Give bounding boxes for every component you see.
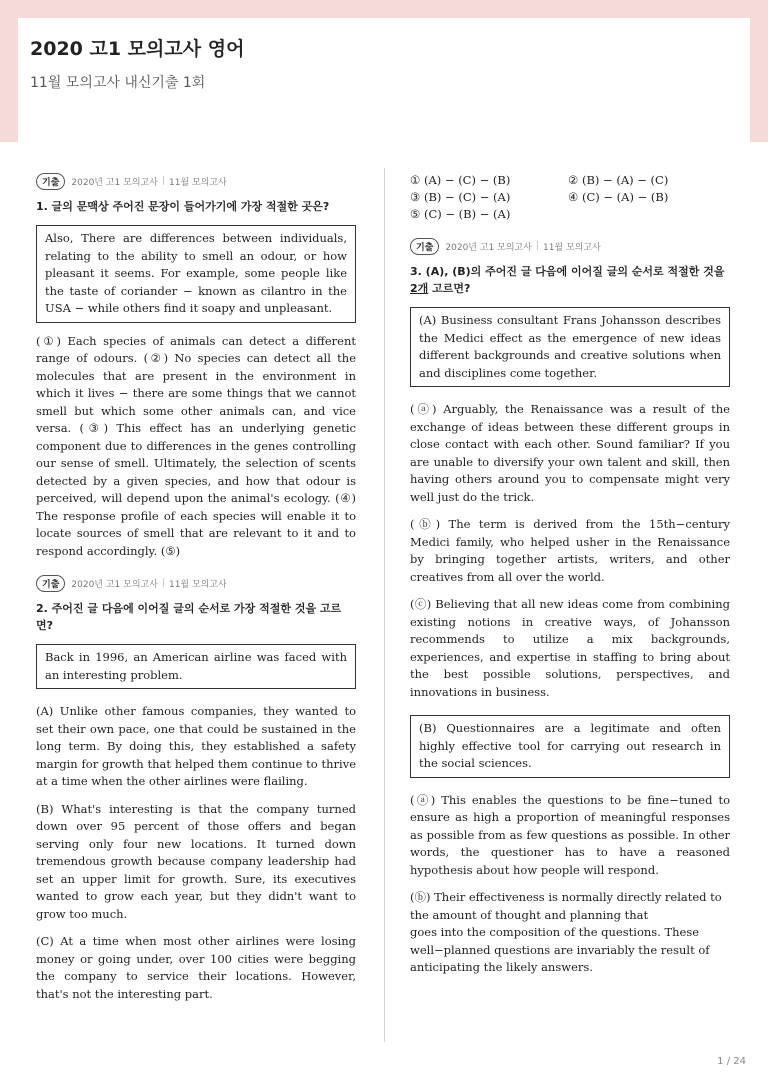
- q3-b-paragraph-b-line1: (ⓑ) Their effectiveness is normally directly related to the amount of thought and planning that: [410, 890, 722, 922]
- q3-source: 2020년 고1 모의고사: [445, 242, 532, 253]
- q3-exam: 11월 모의고사: [542, 242, 601, 253]
- q1-exam: 11월 모의고사: [168, 177, 227, 188]
- q2-paragraph-c: (C) At a time when most other airlines were losing money or going under, over 100 cities were begging the company to service their locations. However, that's not the interesting part.: [36, 934, 356, 1001]
- q3-b-paragraph-b: [410, 889, 730, 977]
- q3-source-line: [410, 237, 730, 255]
- q2-choice-1[interactable]: ① (A) − (C) − (B): [410, 173, 511, 187]
- q2-choice-2[interactable]: ② (B) − (A) − (C): [568, 173, 669, 187]
- q2-exam: 11월 모의고사: [168, 579, 227, 590]
- column-divider: [384, 168, 385, 1042]
- q1-title: 1. 글의 문맥상 주어진 문장이 들어가기에 가장 적절한 곳은?: [36, 200, 330, 213]
- q2-paragraph-b: (B) What's interesting is that the company turned down over 95 percent of those offers and began serving only four new locations. It turned down tremendous growth because company leadership had set an upper limit for growth. Sure, its executives wanted to grow each year, but they didn't want to grow too much.: [36, 801, 356, 921]
- q3-b-paragraph-b-line2: goes into the composition of the questions. These well−planned questions are invariably the result of anticipating the likely answers.: [410, 925, 710, 974]
- q2-source-line: [36, 574, 356, 592]
- q3-tag: 기출: [410, 238, 439, 255]
- page-number: 1 / 24: [717, 1056, 746, 1067]
- separator: |: [535, 241, 539, 251]
- q3-title-post: 고르면?: [428, 282, 471, 295]
- left-column: [36, 172, 356, 1013]
- q1-passage: (①) Each species of animals can detect a different range of odours. (②) No species can detect all the molecules that are present in the environment in which it lives − there are some things that we cannot smell but which some other animals can, and vice versa. (③) This effect has an underlying genetic component due to differences in the genes controlling our sense of smell. Ultimately, the selection of scents detected by a given species, and how that odour is perceived, will depend upon the animal's ecology. (④) The response profile of each species will enable it to locate sources of smell that are relevant to it and to respond accordingly. (⑤): [36, 333, 356, 558]
- page-title: 2020 고1 모의고사 영어: [30, 38, 245, 60]
- q2-title: 2. 주어진 글 다음에 이어질 글의 순서로 가장 적절한 것을 고르면?: [36, 602, 342, 632]
- q2-choice-4[interactable]: ④ (C) − (A) − (B): [568, 190, 669, 204]
- q3-a-paragraph-c: (ⓒ) Believing that all new ideas come from combining existing notions in creative ways, of Johansson recommends to utilize a mix backgrounds, experiences, and expertise in staffing to bring about the best possible solutions, perspectives, and innovations in business.: [410, 597, 730, 699]
- page-subtitle: 11월 모의고사 내신기출 1회: [30, 75, 206, 91]
- separator: |: [161, 176, 165, 186]
- q3-box-a: (A) Business consultant Frans Johansson describes the Medici effect as the emergence of new ideas different backgrounds and creative solutions when and disciplines come together.: [410, 307, 730, 387]
- q2-tag: 기출: [36, 575, 65, 592]
- q3-a-paragraph-b: (ⓑ) The term is derived from the 15th−century Medici family, who helped usher in the Renaissance by bringing together artists, writers, and other creatives from all over the world.: [410, 517, 730, 584]
- q3-box-b: (B) Questionnaires are a legitimate and often highly effective tool for carrying out research in the social sciences.: [410, 715, 730, 778]
- q2-choice-5[interactable]: ⑤ (C) − (B) − (A): [410, 207, 511, 221]
- q2-choices: [410, 172, 730, 223]
- q2-paragraph-a: (A) Unlike other famous companies, they wanted to set their own pace, one that could be sustained in the long term. By doing this, they established a safety margin for growth that helped them continue to thrive at a time when the other airlines were flailing.: [36, 704, 356, 788]
- q1-source: 2020년 고1 모의고사: [71, 177, 158, 188]
- q3-title: [410, 263, 730, 297]
- right-column: [410, 172, 730, 987]
- q3-a-paragraph-a: (ⓐ) Arguably, the Renaissance was a result of the exchange of ideas between these different groups in close contact with each other. Sound familiar? If you are unable to diversify your own talent and skill, then having others around you to compensate might very well just do the trick.: [410, 402, 730, 504]
- q2-given-text: Back in 1996, an American airline was faced with an interesting problem.: [36, 644, 356, 689]
- q2-choice-3[interactable]: ③ (B) − (C) − (A): [410, 190, 511, 204]
- q2-source: 2020년 고1 모의고사: [71, 579, 158, 590]
- q1-tag: 기출: [36, 173, 65, 190]
- q3-title-pre: 3. (A), (B)의 주어진 글 다음에 이어질 글의 순서로 적절한 것을: [410, 265, 725, 278]
- q1-source-line: [36, 172, 356, 190]
- q3-title-underlined: 2개: [410, 282, 429, 295]
- q3-b-paragraph-a: (ⓐ) This enables the questions to be fine−tuned to ensure as high a proportion of meaningful responses as possible from as few questions as possible. In other words, the questioner has to have a reasoned hypothesis about how people will respond.: [410, 792, 730, 877]
- q1-given-sentence: Also, There are differences between individuals, relating to the ability to smell an odour, or how pleasant it seems. For example, some people like the taste of coriander − known as cilantro in the USA − while others find it soapy and unpleasant.: [36, 225, 356, 323]
- separator: |: [161, 578, 165, 588]
